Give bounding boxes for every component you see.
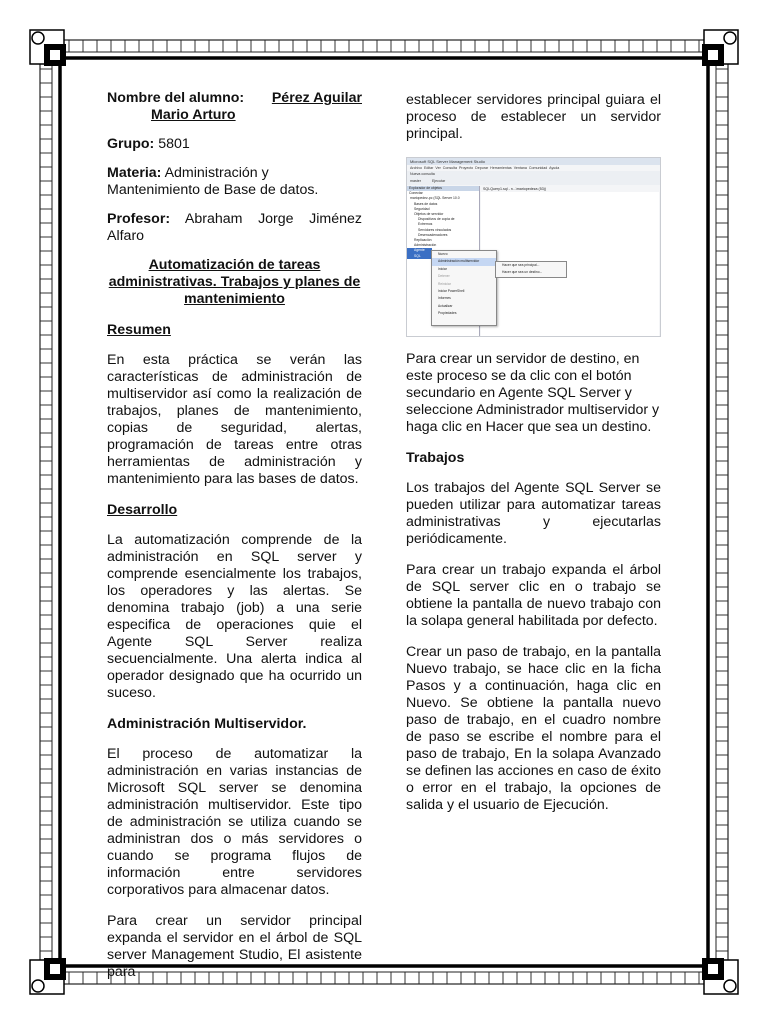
jobs-heading: Trabajos [406,450,465,466]
student-name [107,90,362,124]
ssms-menubar: Archivo Editar Ver Consulta Proyecto Depurar Herramientas Ventana Comunidad Ayuda [410,166,560,170]
group-line: Grupo: 5801 [107,136,190,152]
student-name-line2: Mario Arturo [151,107,236,123]
document-title: Automatización de tareas administrativas. Trabajos y planes de mantenimiento [108,257,361,307]
multiserver-p3: establecer servidores principal guiara el proceso de establecer un servidor principal. [406,92,661,142]
right-column [406,92,661,828]
multiserver-p1: El proceso de automatizar la administración en varias instancias de Microsoft SQL server se denomina administración multiservidor. Este tipo de administración se utiliza cuando se administran dos o más servidores o cuando se programa flujos de información entre servidores corporativos para almacenar datos. [107,746,362,898]
student-name-line1: Pérez Aguilar [271,90,362,106]
ssms-toolbar: Nueva consulta [407,171,660,178]
jobs-p1: Los trabajos del Agente SQL Server se pueden utilizar para automatizar tareas administrativas y ejecutarlas periódicamente. [406,480,661,547]
ssms-submenu: Hacer que sea principal... Hacer que sea un destino... [495,261,567,278]
subject-line: Materia: Administración y Mantenimiento de Base de datos. [107,165,319,198]
summary-heading: Resumen [107,322,171,338]
jobs-p2: Para crear un trabajo expanda el árbol de SQL server clic en o trabajo se obtiene la pantalla de nuevo trabajo con la solapa general habilitada por defecto. [406,562,661,629]
ssms-toolbar2: master Ejecutar [407,178,660,185]
ssms-context-menu: Nuevo Administración multiservidor Iniciar Detener Reiniciar Iniciar PowerShell Informes Actualizar Propiedades [431,250,497,326]
ssms-screenshot [406,157,661,337]
multiserver-heading: Administración Multiservidor. [107,716,307,732]
ssms-query-tab: SQLQuery1.sql - n...\mariopedeza (53)) [483,187,547,191]
multiserver-p2: Para crear un servidor principal expanda el servidor en el árbol de SQL server Management Studio, El asistente para [107,913,362,980]
development-heading: Desarrollo [107,502,178,518]
ssms-titlebar: Microsoft SQL Server Management Studio [407,158,660,165]
teacher-line: Profesor: Abraham Jorge Jiménez Alfaro [107,211,362,244]
ssms-object-explorer: Explorador de objetos Conectar mariopedez-pc (SQL Server 10.0 Bases de datos Seguridad Objetos de servidor Dispositivos de copia de Extremos Servidores vinculados Desencadenadores Replicación Administración Agente SQL [407,186,480,336]
development-text: La automatización comprende de la administración en SQL server y comprende esencialmente los trabajos, los operadores y las alertas. Se denomina trabajo (job) a una serie especifica de operaciones quie el Agente SQL Server realiza secuencialmente. Una alerta indica al operador designado que ha ocurrido un suceso. [107,532,362,701]
summary-text: En esta práctica se verán las características de administración de multiservidor así como la realización de trabajos, planes de mantenimiento, copias de seguridad, alertas, programación de tareas entre otras herramientas de administración y mantenimiento para las bases de datos. [107,352,362,487]
jobs-p3: Crear un paso de trabajo, en la pantalla Nuevo trabajo, se hace clic en la ficha Pasos y a continuación, haga clic en Nuevo. Se obtiene la pantalla nuevo paso de trabajo, en el cuadro nombre de paso se escribe el nombre para el paso de trabajo, En la solapa Avanzado se definen las acciones en caso de éxito o error en el trabajo, la opciones de salida y el usuario de Ejecución. [406,644,661,813]
dest-server-text: Para crear un servidor de destino, en este proceso se da clic con el botón secundario en Agente SQL Server y seleccione Administrador multiservidor y haga clic en Hacer que sea un destino. [406,351,660,435]
left-column [107,90,362,981]
student-label: Nombre del alumno: [107,90,245,106]
